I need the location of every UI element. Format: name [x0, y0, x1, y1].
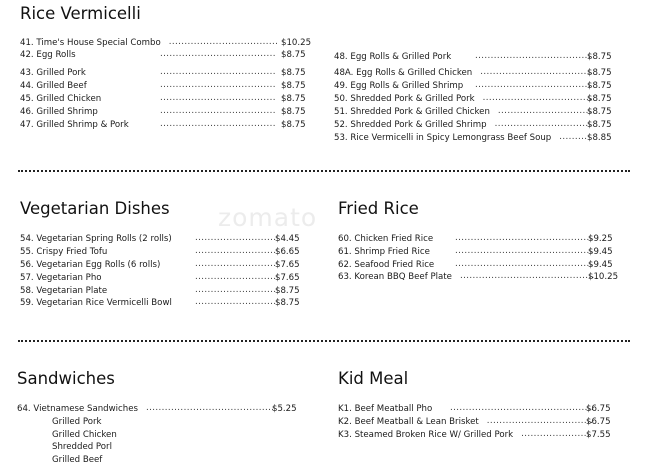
dot-leader: .......................... — [195, 272, 277, 282]
dot-leader: ..................................... — [160, 49, 276, 59]
dot-leader: ..................................... — [475, 51, 591, 61]
dot-leader: .............................. — [497, 106, 592, 116]
menu-item-name: 51. Shredded Pork & Grilled Chicken — [334, 107, 490, 117]
dot-leader: ..................................... — [160, 93, 276, 103]
sandwich-option: Grilled Chicken — [52, 430, 117, 440]
sandwich-option: Shredded Porl — [52, 442, 112, 452]
menu-item-price: $8.75 — [587, 94, 612, 104]
menu-item-name: 58. Vegetarian Plate — [20, 286, 108, 296]
menu-item-name: 55. Crispy Fried Tofu — [20, 247, 108, 257]
dot-leader: .......................... — [195, 297, 277, 307]
section-divider — [18, 170, 630, 172]
menu-item-name: 52. Shredded Pork & Grilled Shrimp — [334, 120, 487, 130]
menu-item-price: $7.65 — [275, 273, 300, 283]
section-title-kid-meal: Kid Meal — [338, 369, 409, 388]
section-divider — [18, 340, 630, 342]
menu-item-name: 54. Vegetarian Spring Rolls (2 rolls) — [20, 234, 172, 244]
menu-item-price: $8.75 — [281, 107, 306, 117]
menu-item-price: $8.75 — [587, 81, 612, 91]
menu-item-price: $8.75 — [281, 120, 306, 130]
menu-item-name: 41. Time's House Special Combo — [20, 38, 161, 48]
dot-leader: ............................................ — [455, 246, 593, 256]
menu-item-price: $7.65 — [275, 260, 300, 270]
menu-item-price: $9.45 — [588, 260, 613, 270]
menu-item-price: $8.75 — [587, 107, 612, 117]
menu-item-price: $8.75 — [281, 68, 306, 78]
dot-leader: ..................................... — [160, 106, 276, 116]
menu-item-name: 63. Korean BBQ Beef Plate — [338, 272, 452, 282]
sandwich-option: Grilled Pork — [52, 417, 102, 427]
menu-item-name: 56. Vegetarian Egg Rolls (6 rolls) — [20, 260, 161, 270]
menu-item-name: 59. Vegetarian Rice Vermicelli Bowl — [20, 298, 172, 308]
section-title-vegetarian-dishes: Vegetarian Dishes — [20, 199, 170, 218]
dot-leader: .......................... — [195, 259, 277, 269]
menu-item-price: $8.75 — [275, 298, 300, 308]
dot-leader: ..................................... — [160, 67, 276, 77]
menu-item-price: $6.75 — [586, 417, 611, 427]
menu-item-price: $7.55 — [586, 430, 611, 440]
dot-leader: .......................... — [195, 233, 277, 243]
section-title-rice-vermicelli: Rice Vermicelli — [20, 4, 141, 23]
menu-item-name: 48. Egg Rolls & Grilled Pork — [334, 52, 452, 62]
dot-leader: .................................... — [480, 67, 594, 77]
menu-item-name: 60. Chicken Fried Rice — [338, 234, 434, 244]
menu-item-price: $10.25 — [281, 38, 312, 48]
menu-item-price: $9.45 — [588, 247, 613, 257]
menu-item-name: 42. Egg Rolls — [20, 50, 76, 60]
menu-item-price: $6.75 — [586, 404, 611, 414]
menu-item-name: 43. Grilled Pork — [20, 68, 86, 78]
menu-item-price: $8.75 — [587, 68, 612, 78]
dot-leader: ............................................ — [455, 259, 593, 269]
menu-item-price: $6.65 — [275, 247, 300, 257]
menu-item-name: 45. Grilled Chicken — [20, 94, 102, 104]
menu-item-name: 49. Egg Rolls & Grilled Shrimp — [334, 81, 464, 91]
menu-item-price: $9.25 — [588, 234, 613, 244]
menu-item-name: 47. Grilled Shrimp & Pork — [20, 120, 129, 130]
menu-item-price: $8.75 — [275, 286, 300, 296]
menu-item-price: $8.85 — [587, 133, 612, 143]
menu-item-name: 50. Shredded Pork & Grilled Pork — [334, 94, 475, 104]
dot-leader: ......................................... — [145, 403, 275, 413]
dot-leader: ............................................ — [455, 233, 593, 243]
dot-leader: ...................... — [521, 429, 591, 439]
dot-leader: .................................. — [486, 416, 594, 426]
menu-item-price: $8.75 — [587, 52, 612, 62]
dot-leader: .......................... — [195, 285, 277, 295]
dot-leader: ........................................... — [459, 271, 595, 281]
menu-item-name: 46. Grilled Shrimp — [20, 107, 98, 117]
dot-leader: .............................................. — [450, 403, 595, 413]
dot-leader: ..................................... — [160, 119, 276, 129]
dot-leader: ............................... — [494, 119, 592, 129]
menu-item-price: $10.25 — [588, 272, 619, 282]
dot-leader: ................................... — [168, 37, 279, 47]
menu-item-name: K2. Beef Meatball & Lean Brisket — [338, 417, 479, 427]
menu-item-name: K1. Beef Meatball Pho — [338, 404, 433, 414]
menu-item-name: K3. Steamed Broken Rice W/ Grilled Pork — [338, 430, 514, 440]
menu-item-price: $8.75 — [281, 94, 306, 104]
dot-leader: ......... — [559, 132, 588, 142]
menu-item-name: 44. Grilled Beef — [20, 81, 87, 91]
menu-item-name: 48A. Egg Rolls & Grilled Chicken — [334, 68, 473, 78]
menu-item-name: 64. Vietnamese Sandwiches — [17, 404, 138, 414]
section-title-fried-rice: Fried Rice — [338, 199, 419, 218]
menu-item-name: 53. Rice Vermicelli in Spicy Lemongrass Beef Soup — [334, 133, 552, 143]
dot-leader: ..................................... — [160, 80, 276, 90]
sandwich-option: Grilled Beef — [52, 455, 103, 465]
menu-item-price: $8.75 — [281, 81, 306, 91]
dot-leader: ..................................... — [475, 80, 591, 90]
section-title-sandwiches: Sandwiches — [17, 369, 115, 388]
dot-leader: .......................... — [195, 246, 277, 256]
menu-item-price: $4.45 — [275, 234, 300, 244]
menu-item-price: $8.75 — [587, 120, 612, 130]
menu-item-name: 61. Shrimp Fried Rice — [338, 247, 430, 257]
menu-item-price: $8.75 — [281, 50, 306, 60]
dot-leader: ................................... — [482, 93, 593, 103]
menu-item-price: $5.25 — [272, 404, 297, 414]
menu-item-name: 62. Seafood Fried Rice — [338, 260, 435, 270]
menu-item-name: 57. Vegetarian Pho — [20, 273, 102, 283]
watermark-logo: zomato — [218, 203, 318, 232]
